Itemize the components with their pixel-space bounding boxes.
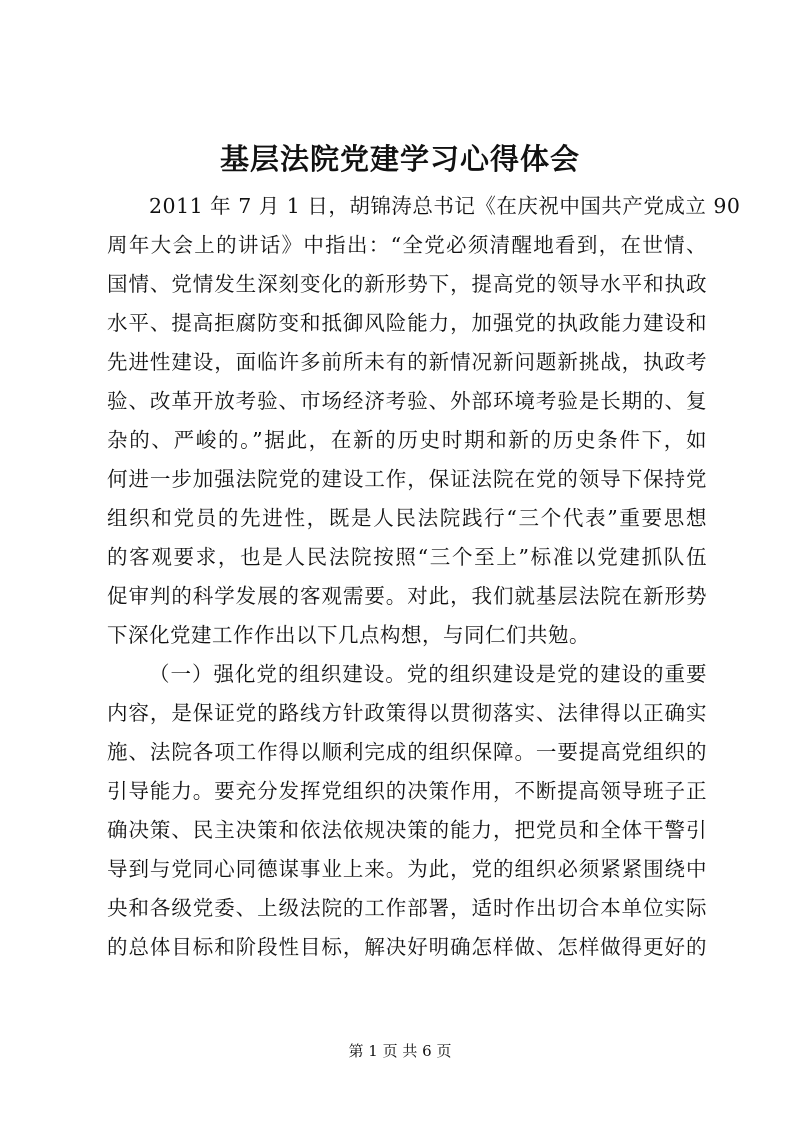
paragraph-line: 国情、党情发生深刻变化的新形势下，提高党的领导水平和执政 (107, 272, 707, 296)
page-number-footer: 第 1 页 共 6 页 (348, 1042, 452, 1060)
paragraph-line: 组织和党员的先进性，既是人民法院践行“三个代表”重要思想 (107, 506, 707, 530)
paragraph-line: 内容，是保证党的路线方针政策得以贯彻落实、法律得以正确实 (107, 701, 707, 725)
paragraph-line: 下深化党建工作作出以下几点构想，与同仁们共勉。 (107, 623, 590, 647)
paragraph-line: 央和各级党委、上级法院的工作部署，适时作出切合本单位实际 (107, 896, 707, 920)
paragraph-line: 周年大会上的讲话》中指出：“全党必须清醒地看到，在世情、 (107, 233, 707, 257)
document-body (107, 187, 741, 967)
paragraph-2 (107, 655, 707, 967)
paragraph-line: 确决策、民主决策和依法依规决策的能力，把党员和全体干警引 (107, 818, 707, 842)
paragraph-line: 水平、提高拒腐防变和抵御风险能力，加强党的执政能力建设和 (107, 311, 707, 335)
paragraph-1 (107, 187, 741, 655)
paragraph-line: 先进性建设，面临许多前所未有的新情况新问题新挑战，执政考 (107, 350, 707, 374)
paragraph-line: 验、改革开放考验、市场经济考验、外部环境考验是长期的、复 (107, 389, 707, 413)
paragraph-line: 的客观要求，也是人民法院按照“三个至上”标准以党建抓队伍 (107, 545, 707, 569)
paragraph-line: （一）强化党的组织建设。党的组织建设是党的建设的重要 (149, 662, 707, 686)
paragraph-line: 2011 年 7 月 1 日，胡锦涛总书记《在庆祝中国共产党成立 90 (149, 194, 741, 218)
paragraph-line: 施、法院各项工作得以顺利完成的组织保障。一要提高党组织的 (107, 740, 707, 764)
paragraph-line: 的总体目标和阶段性目标，解决好明确怎样做、怎样做得更好的 (107, 935, 707, 959)
paragraph-line: 导到与党同心同德谋事业上来。为此，党的组织必须紧紧围绕中 (107, 857, 707, 881)
paragraph-line: 杂的、严峻的。”据此，在新的历史时期和新的历史条件下，如 (107, 428, 707, 452)
document-title: 基层法院党建学习心得体会 (219, 142, 580, 176)
paragraph-line: 何进一步加强法院党的建设工作，保证法院在党的领导下保持党 (107, 467, 707, 491)
paragraph-line: 促审判的科学发展的客观需要。对此，我们就基层法院在新形势 (107, 584, 707, 608)
paragraph-line: 引导能力。要充分发挥党组织的决策作用，不断提高领导班子正 (107, 779, 707, 803)
